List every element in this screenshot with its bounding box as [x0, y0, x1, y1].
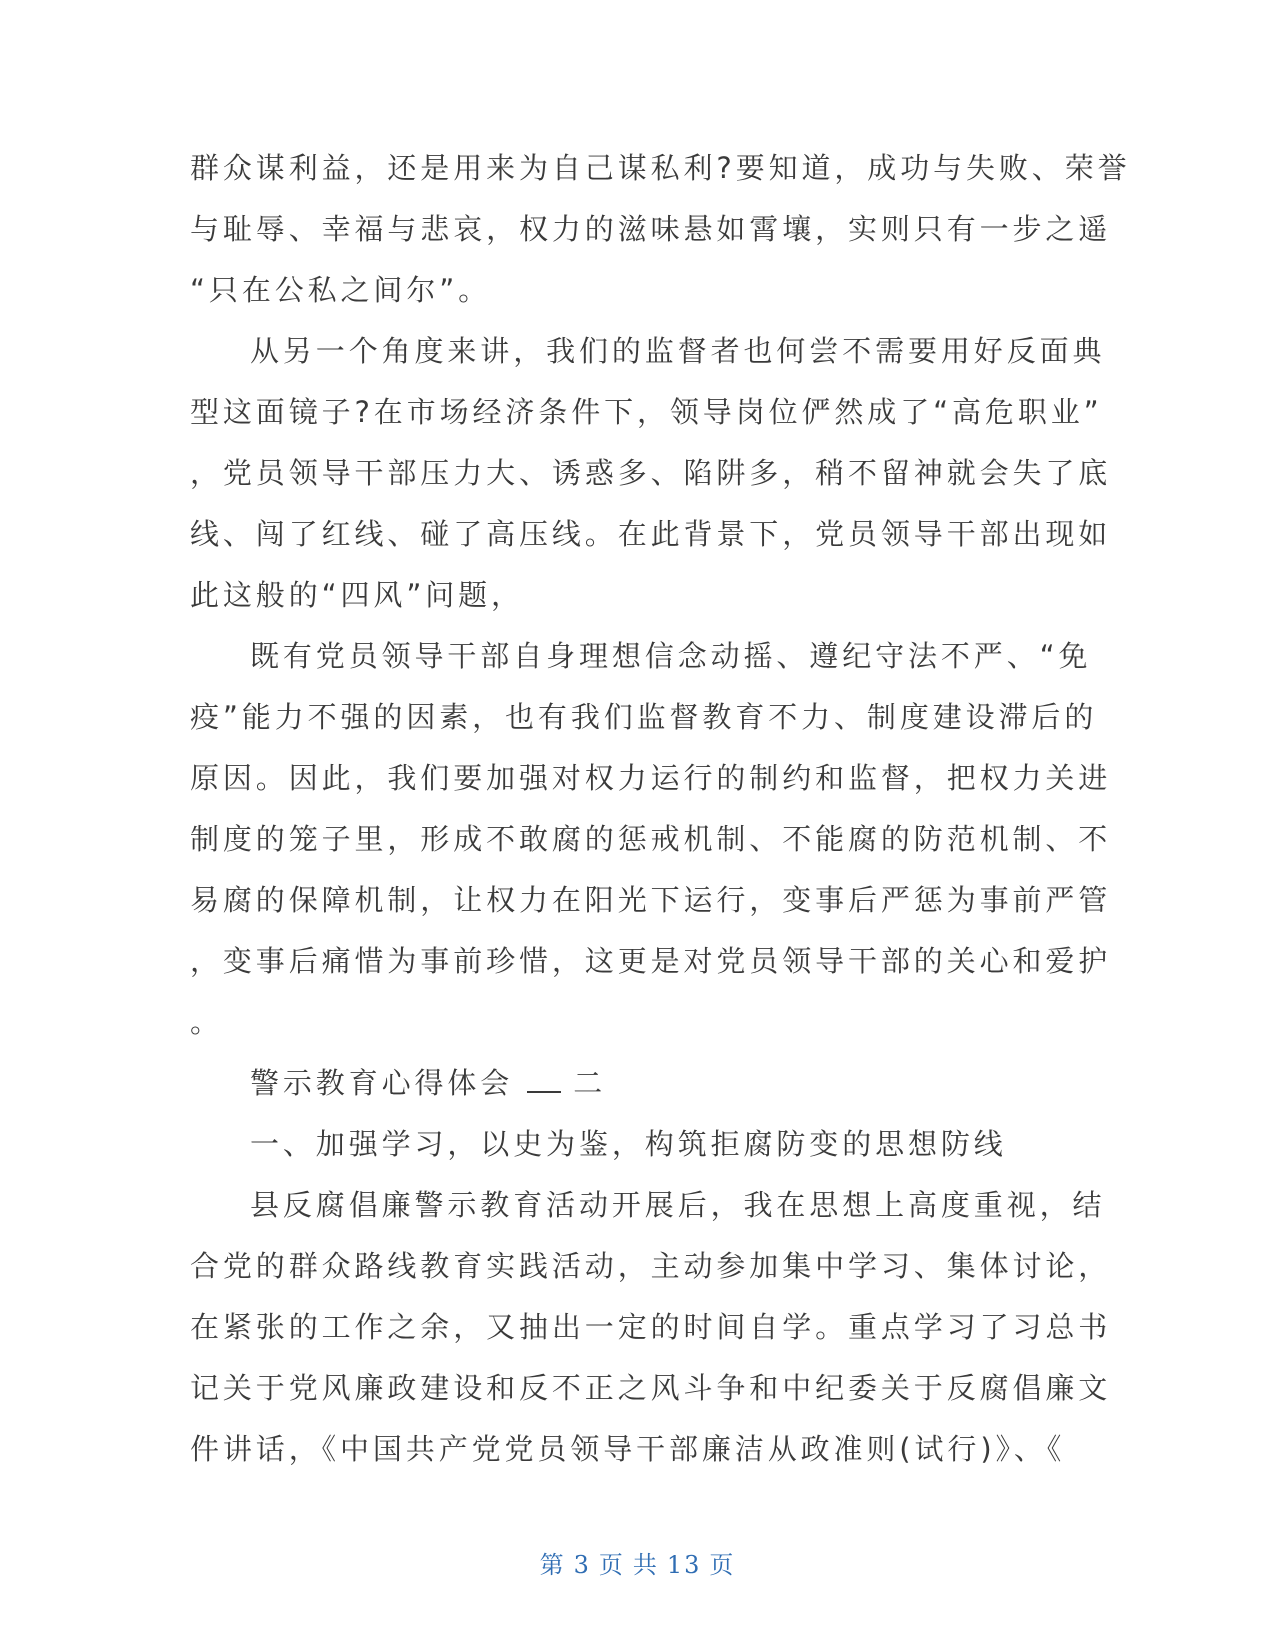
text-line: 既有党员领导干部自身理想信念动摇、遵纪守法不严、“免: [250, 639, 1092, 673]
text-line: 一、加强学习，以史为鉴，构筑拒腐防变的思想防线: [250, 1127, 1007, 1161]
text-line: 县反腐倡廉警示教育活动开展后，我在思想上高度重视，结: [250, 1188, 1106, 1222]
text-line: 。: [190, 1005, 223, 1039]
text-line: ，变事后痛惜为事前珍惜，这更是对党员领导干部的关心和爱护: [190, 944, 1112, 978]
text-line: 记关于党风廉政建设和反不正之风斗争和中纪委关于反腐倡廉文: [190, 1371, 1112, 1405]
section-heading-number: 二: [573, 1066, 607, 1100]
text-line: 件讲话，《中国共产党党员领导干部廉洁从政准则(试行)》、《: [190, 1432, 1066, 1466]
footer-page-number: 3: [573, 1551, 591, 1579]
footer-di: 第: [539, 1551, 566, 1579]
footer-ye: 页: [598, 1551, 625, 1579]
text-line: 线、闯了红线、碰了高压线。在此背景下，党员领导干部出现如: [190, 517, 1112, 551]
text-line: 此这般的“四风”问题，: [190, 578, 524, 612]
text-line: 制度的笼子里，形成不敢腐的惩戒机制、不能腐的防范机制、不: [190, 822, 1112, 856]
text-line: “只在公私之间尔”。: [190, 273, 492, 307]
document-body: [190, 138, 1131, 1480]
footer-total-pages: 13: [666, 1551, 702, 1579]
page-footer: [0, 1545, 1275, 1580]
text-line: 型这面镜子?在市场经济条件下，领导岗位俨然成了“高危职业”: [190, 395, 1103, 429]
text-line: 从另一个角度来讲，我们的监督者也何尝不需要用好反面典: [250, 334, 1106, 368]
text-line: 易腐的保障机制，让权力在阳光下运行，变事后严惩为事前严管: [190, 883, 1112, 917]
text-line: 疫”能力不强的因素，也有我们监督教育不力、制度建设滞后的: [190, 700, 1098, 734]
text-line: 与耻辱、幸福与悲哀，权力的滋味悬如霄壤，实则只有一步之遥: [190, 212, 1112, 246]
text-line: 在紧张的工作之余，又抽出一定的时间自学。重点学习了习总书: [190, 1310, 1112, 1344]
text-line: ，党员领导干部压力大、诱惑多、陷阱多，稍不留神就会失了底: [190, 456, 1112, 490]
section-heading: [190, 1053, 1070, 1114]
heading-underline: [527, 1069, 561, 1093]
footer-ye: 页: [709, 1551, 736, 1579]
text-line: 合党的群众路线教育实践活动，主动参加集中学习、集体讨论，: [190, 1249, 1112, 1283]
text-line: 群众谋利益，还是用来为自己谋私利?要知道，成功与失败、荣誉: [190, 151, 1131, 185]
footer-gong: 共: [632, 1551, 659, 1579]
section-heading-title: 警示教育心得体会: [250, 1066, 514, 1100]
text-line: 原因。因此，我们要加强对权力运行的制约和监督，把权力关进: [190, 761, 1112, 795]
